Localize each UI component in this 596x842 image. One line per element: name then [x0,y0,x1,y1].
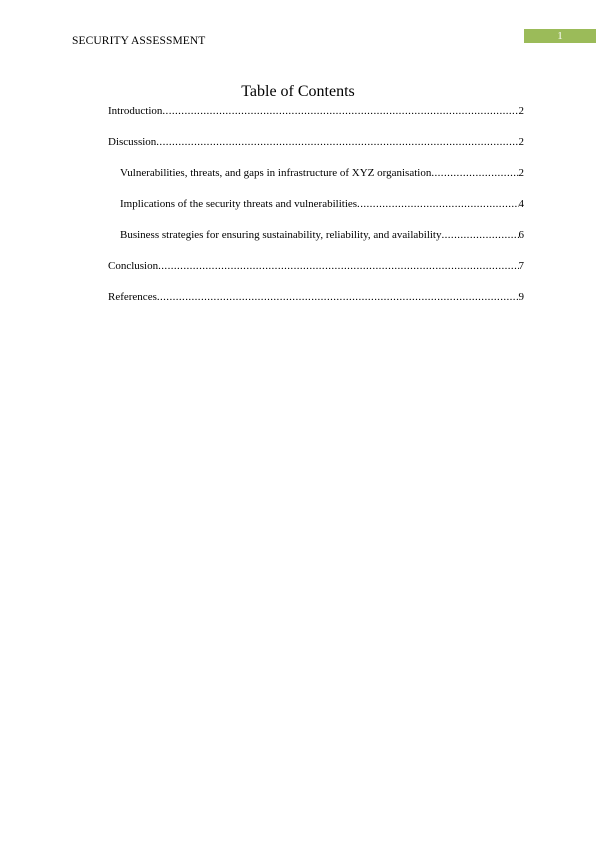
running-header-title: SECURITY ASSESSMENT [72,35,206,47]
toc-entry-vulnerabilities[interactable] [108,166,524,181]
toc-entry-label: Discussion [108,136,157,148]
toc-entry-implications[interactable] [108,197,524,212]
toc-entry-page: 7 [518,260,524,272]
toc-entry-business-strategies[interactable] [108,228,524,243]
toc-entry-page: 2 [518,136,524,148]
toc-dot-leader [157,290,519,305]
toc-entry-page: 9 [518,291,524,303]
toc-dot-leader [431,166,518,181]
toc-title: Table of Contents [241,83,355,100]
toc-dot-leader [162,104,518,119]
toc-dot-leader [158,259,518,274]
toc-entry-label: Conclusion [108,260,159,272]
toc-entry-discussion[interactable] [108,135,524,150]
toc-entry-introduction[interactable] [108,104,524,119]
toc-entry-references[interactable] [108,290,524,305]
table-of-contents [108,104,524,321]
toc-entry-label: Introduction [108,105,163,117]
toc-entry-conclusion[interactable] [108,259,524,274]
toc-entry-label: Implications of the security threats and vulnerabilities [120,198,358,210]
page-number-badge: 1 [524,29,596,43]
toc-entry-page: 4 [518,198,524,210]
toc-entry-page: 2 [518,105,524,117]
toc-entry-label: Vulnerabilities, threats, and gaps in infrastructure of XYZ organisation [120,167,432,179]
toc-entry-label: References [108,291,157,303]
toc-dot-leader [441,228,518,243]
toc-entry-page: 2 [518,167,524,179]
toc-entry-label: Business strategies for ensuring sustainability, reliability, and availability [120,229,442,241]
toc-dot-leader [156,135,518,150]
toc-entry-page: 6 [518,229,524,241]
toc-dot-leader [357,197,518,212]
